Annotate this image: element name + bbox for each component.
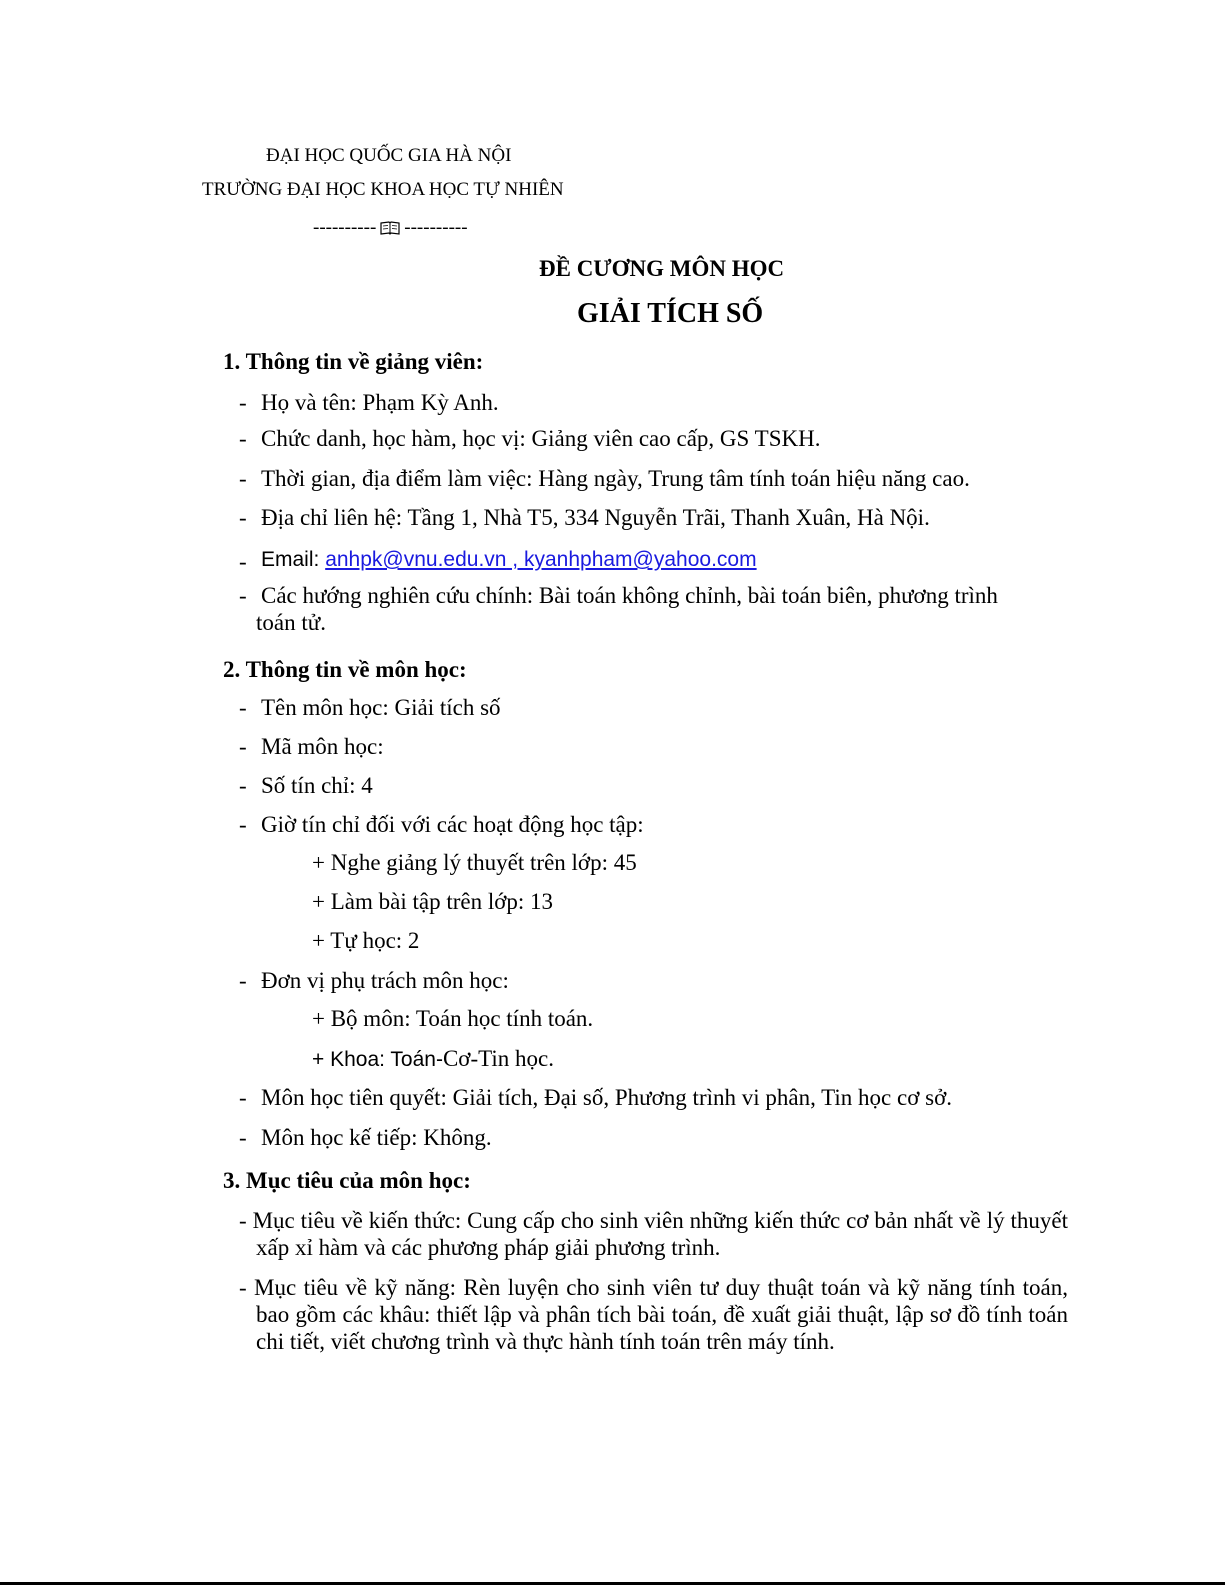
header-divider	[313, 217, 468, 239]
bullet-dash: -	[239, 583, 247, 608]
divider-right: ----------	[404, 217, 468, 238]
bullet-dash: -	[239, 773, 247, 798]
unit-faculty-part1: + Khoa: Toán-	[312, 1048, 443, 1071]
bullet-dash: -	[239, 968, 247, 993]
research-line2: toán tử.	[256, 610, 326, 635]
bullet-dash: -	[239, 549, 247, 574]
section2-heading: 2. Thông tin về môn học:	[223, 657, 467, 682]
research-line1: Các hướng nghiên cứu chính: Bài toán không chỉnh, bài toán biên, phương trình	[261, 583, 998, 608]
bullet-dash: -	[239, 505, 247, 530]
lecturer-title: Chức danh, học hàm, học vị: Giảng viên cao cấp, GS TSKH.	[261, 426, 821, 451]
lecturer-work: Thời gian, địa điểm làm việc: Hàng ngày, Trung tâm tính toán hiệu năng cao.	[261, 466, 970, 491]
unit-faculty-part2: Cơ-Tin học.	[442, 1046, 554, 1071]
course-code: Mã môn học:	[261, 734, 384, 759]
course-title: GIẢI TÍCH SỐ	[577, 298, 764, 329]
course-prerequisites: Môn học tiên quyết: Giải tích, Đại số, Phương trình vi phân, Tin học cơ sở.	[261, 1085, 952, 1110]
bullet-dash: -	[239, 466, 247, 491]
bullet-dash: -	[239, 1125, 247, 1150]
bullet-dash: -	[239, 426, 247, 451]
bullet-dash: -	[239, 734, 247, 759]
objective-skills	[239, 1274, 1068, 1355]
section3-heading: 3. Mục tiêu của môn học:	[223, 1168, 471, 1193]
hours-self-study: + Tự học: 2	[312, 928, 420, 953]
course-hours: Giờ tín chỉ đối với các hoạt động học tập:	[261, 812, 644, 837]
open-book-icon	[380, 221, 400, 236]
bullet-dash: -	[239, 1085, 247, 1110]
objective-skills-text: - Mục tiêu về kỹ năng: Rèn luyện cho sinh viên tư duy thuật toán và kỹ năng tính toán, bao gồm các khâu: thiết lập và phân tích bài toán, đề xuất giải thuật, lập sơ đồ tính toán chi tiết, viết chương trình và thực hành tính toán trên máy tính.	[239, 1275, 1068, 1354]
objective-knowledge-text: - Mục tiêu về kiến thức: Cung cấp cho sinh viên những kiến thức cơ bản nhất về lý thuyết xấp xỉ hàm và các phương pháp giải phương trình.	[239, 1208, 1068, 1260]
university-name: ĐẠI HỌC QUỐC GIA HÀ NỘI	[266, 145, 512, 166]
email-label: Email:	[261, 548, 326, 571]
objective-knowledge	[239, 1207, 1068, 1261]
email-link-vnu[interactable]: anhpk@vnu.edu.vn	[325, 548, 507, 571]
course-credits: Số tín chỉ: 4	[261, 773, 373, 798]
hours-exercise: + Làm bài tập trên lớp: 13	[312, 889, 554, 914]
divider-left: ----------	[313, 217, 377, 238]
section1-heading: 1. Thông tin về giảng viên:	[223, 349, 484, 374]
course-name: Tên môn học: Giải tích số	[261, 695, 501, 720]
hours-lecture: + Nghe giảng lý thuyết trên lớp: 45	[312, 850, 637, 875]
course-next: Môn học kế tiếp: Không.	[261, 1125, 492, 1150]
school-name: TRƯỜNG ĐẠI HỌC KHOA HỌC TỰ NHIÊN	[202, 179, 564, 200]
bullet-dash: -	[239, 812, 247, 837]
email-separator: ,	[506, 548, 524, 571]
lecturer-email	[261, 548, 757, 572]
bullet-dash: -	[239, 390, 247, 415]
bullet-dash: -	[239, 695, 247, 720]
lecturer-address: Địa chỉ liên hệ: Tầng 1, Nhà T5, 334 Nguyễn Trãi, Thanh Xuân, Hà Nội.	[261, 505, 930, 530]
email-link-yahoo[interactable]: kyanhpham@yahoo.com	[523, 548, 757, 571]
unit-faculty	[312, 1046, 554, 1072]
unit-department: + Bộ môn: Toán học tính toán.	[312, 1006, 594, 1031]
lecturer-name: Họ và tên: Phạm Kỳ Anh.	[261, 390, 499, 415]
course-unit: Đơn vị phụ trách môn học:	[261, 968, 509, 993]
doc-type-title: ĐỀ CƯƠNG MÔN HỌC	[539, 256, 785, 281]
